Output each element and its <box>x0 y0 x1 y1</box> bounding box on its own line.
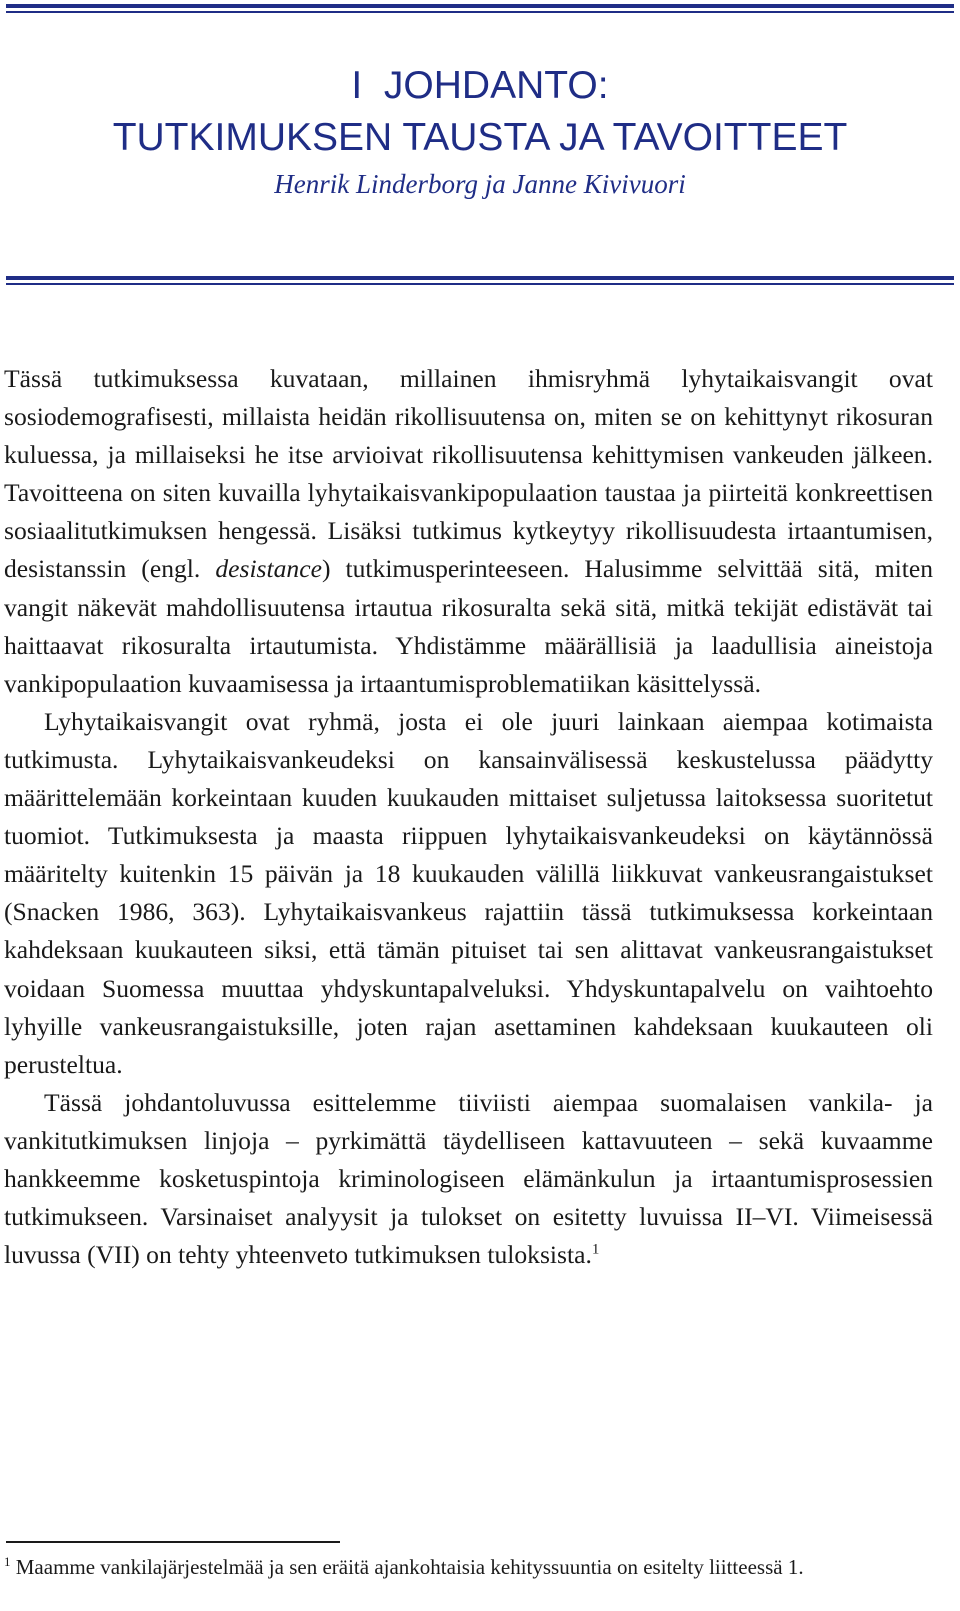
footnote-reference[interactable]: 1 <box>591 1241 600 1258</box>
paragraph-3-text: Tässä johdantoluvussa esittelemme tiiviisti aiempaa suomalaisen vankila- ja vankitutkimuksen linjoja – pyrkimättä täydelliseen kattavuuteen – sekä kuvaamme hankkeemme kosketuspintoja kriminologiseen elämänkulun ja irtaantumisprosessien tutkimukseen. Varsinaiset analyysit ja tulokset on esitetty luvuissa II–VI. Viimeisessä luvussa (VII) on tehty yhteenveto tutkimuksen tuloksista. <box>4 1087 933 1270</box>
footnote <box>4 1552 933 1582</box>
footnote-text: Maamme vankilajärjestelmää ja sen eräitä ajankohtaisia kehityssuuntia on esitelty liitteessä 1. <box>10 1555 804 1579</box>
footnote-divider <box>6 1541 340 1543</box>
paragraph-1-part-a: Tässä tutkimuksessa kuvataan, millainen ihmisryhmä lyhytaikaisvangit ovat sosiodemografisesti, millaista heidän rikollisuutensa on, miten se on kehittynyt rikosuran kuluessa, ja millaiseksi he itse arvioivat rikollisuutensa kehittymisen vankeuden jälkeen. Tavoitteena on siten kuvailla lyhytaikaisvankipopulaation taustaa ja piirteitä konkreettisen sosiaalitutkimuksen hengessä. Lisäksi tutkimus kytkeytyy rikollisuudesta irtaantumisen, desistanssin (engl. <box>4 364 933 584</box>
top-divider <box>6 4 954 13</box>
chapter-heading <box>0 60 960 204</box>
body-text <box>4 360 933 1274</box>
footnote-number: 1 <box>4 1554 11 1569</box>
paragraph-1 <box>4 360 933 703</box>
paragraph-2: Lyhytaikaisvangit ovat ryhmä, josta ei ole juuri lainkaan aiempaa kotimaista tutkimusta. Lyhytaikaisvankeudeksi on kansainvälisessä keskustelussa päädytty määrittelemään korkeintaan kuuden kuukauden mittaiset suljetussa laitoksessa suoritetut tuomiot. Tutkimuksesta ja maasta riippuen lyhytaikaisvankeudeksi on käytännössä määritelty kuitenkin 15 päivän ja 18 kuukauden välillä liikkuvat vankeusrangaistukset (Snacken 1986, 363). Lyhytaikaisvankeus rajattiin tässä tutkimuksessa korkeintaan kahdeksaan kuukauteen siksi, että tämän pituiset tai sen alittavat vankeusrangaistukset voidaan Suomessa muuttaa yhdyskuntapalveluksi. Yhdyskuntapalvelu on vaihtoehto lyhyille vankeusrangaistuksille, joten rajan asettaminen kahdeksaan kuukauteen oli perusteltua. <box>4 706 933 1079</box>
chapter-title-line2: TUTKIMUKSEN TAUSTA JA TAVOITTEET <box>112 116 848 159</box>
heading-divider <box>6 276 954 285</box>
chapter-authors: Henrik Linderborg ja Janne Kivivuori <box>274 169 686 199</box>
paragraph-3 <box>4 1084 933 1274</box>
paragraph-1-part-b: ) tutkimusperinteeseen. Halusimme selvittää sitä, miten vangit näkevät mahdollisuutensa irtautua rikosuralta sekä sitä, mitkä tekijät edistävät tai haittaavat rikosuralta irtautumista. Yhdistämme määrällisiä ja laadullisia aineistoja vankipopulaation kuvaamisessa ja irtaantumisproblematiikan käsittelyssä. <box>4 554 933 698</box>
chapter-title <box>0 60 960 164</box>
chapter-title-line1: I JOHDANTO: <box>351 64 609 107</box>
paragraph-1-emphasis: desistance <box>215 554 322 584</box>
